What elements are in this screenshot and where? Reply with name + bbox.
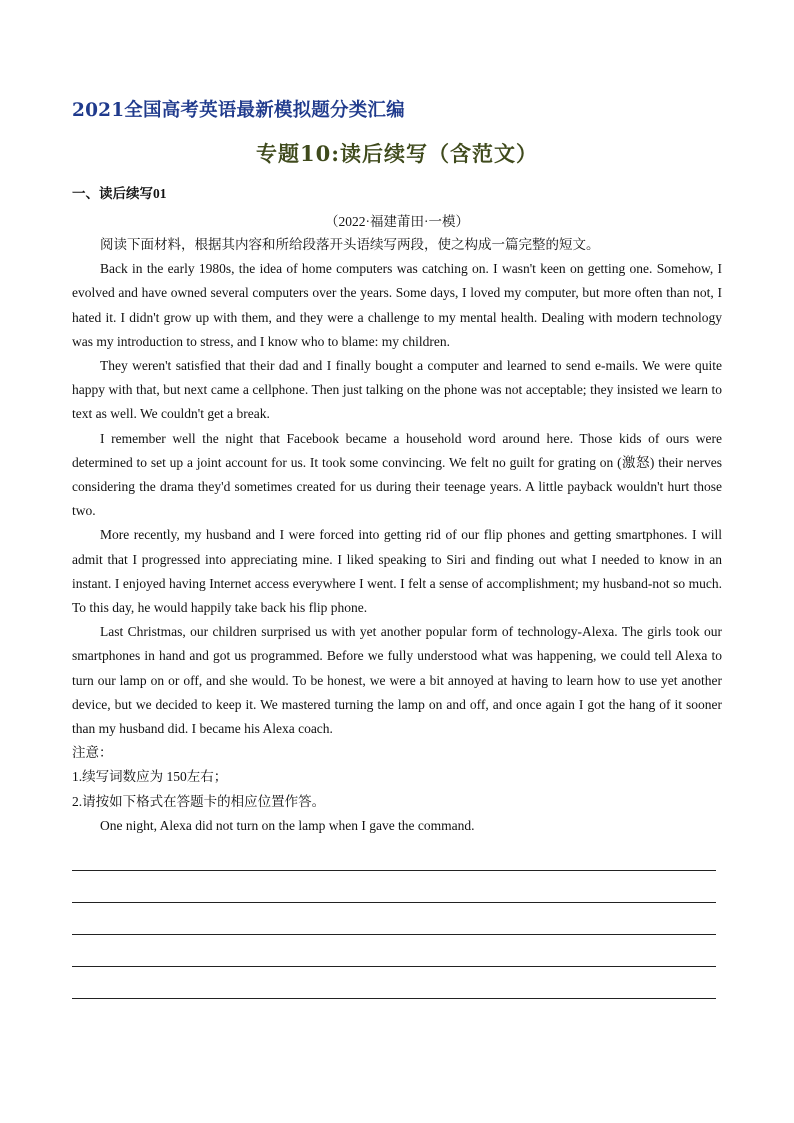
passage-paragraph: Back in the early 1980s, the idea of home computers was catching on. I wasn't keen on getting one. Somehow, I evolved and have owned several computers over the years. Some days, I loved my computer, but more often than not, I hated it. I didn't grow up with them, and they were a challenge to my mental health. Dealing with modern technology was my introduction to stress, and I know who to blame: my children. [72,261,722,349]
passage-paragraph: They weren't satisfied that their dad and I finally bought a computer and learned to send e-mails. We were quite happy with that, but next came a cellphone. Then just talking on the phone was not acceptable; they insisted we learn to text as well. We couldn't get a break. [72,358,722,422]
continuation-opening: One night, Alexa did not turn on the lamp when I gave the command. [100,817,475,833]
answer-line[interactable] [72,934,716,935]
answer-area[interactable] [72,870,716,1030]
answer-line[interactable] [72,966,716,967]
passage-paragraph: Last Christmas, our children surprised us with yet another popular form of technology-Alexa. The girls took our smartphones in hand and got us programmed. Before we fully understood what was happening, we could tell Alexa to turn our lamp on or off, and she would. To be honest, we were a bit annoyed at having to learn how to use yet another device, but we decided to keep it. We mastered turning the lamp on and off, and once again I got the hang of it sooner than my husband did. I became his Alexa coach. [72,624,722,737]
source-citation: （2022·福建莆田·一模） [325,214,469,229]
passage-paragraph: I remember well the night that Facebook became a household word around here. Those kids of ours were determined to set up a joint account for us. It took some convincing. We felt no guilt for grating on (激怒) their nerves considering the drama they'd sometimes created for us during their teenage years. A little payback wouldn't hurt those two. [72,430,722,519]
series-title: 2021全国高考英语最新模拟题分类汇编 [72,100,405,121]
note-item: 2.请按如下格式在答题卡的相应位置作答。 [72,793,326,809]
answer-line[interactable] [72,870,716,871]
note-item: 1.续写词数应为 150左右； [72,769,228,785]
notes-label: 注意： [72,745,113,761]
instruction-text: 阅读下面材料，根据其内容和所给段落开头语续写两段，使之构成一篇完整的短文。 [100,237,600,252]
section-heading: 一、读后续写01 [72,186,167,201]
question-content [72,233,722,838]
page-title: 专题10:读后续写（含范文） [256,141,538,166]
answer-line[interactable] [72,902,716,903]
passage-paragraph: More recently, my husband and I were forced into getting rid of our flip phones and getting smartphones. I will admit that I progressed into appreciating mine. I liked speaking to Siri and finding out what I needed to know in an instant. I enjoyed having Internet access everywhere I went. I felt a sense of accomplishment; my husband-not so much. To this day, he would happily take back his flip phone. [72,527,722,616]
answer-line[interactable] [72,998,716,999]
